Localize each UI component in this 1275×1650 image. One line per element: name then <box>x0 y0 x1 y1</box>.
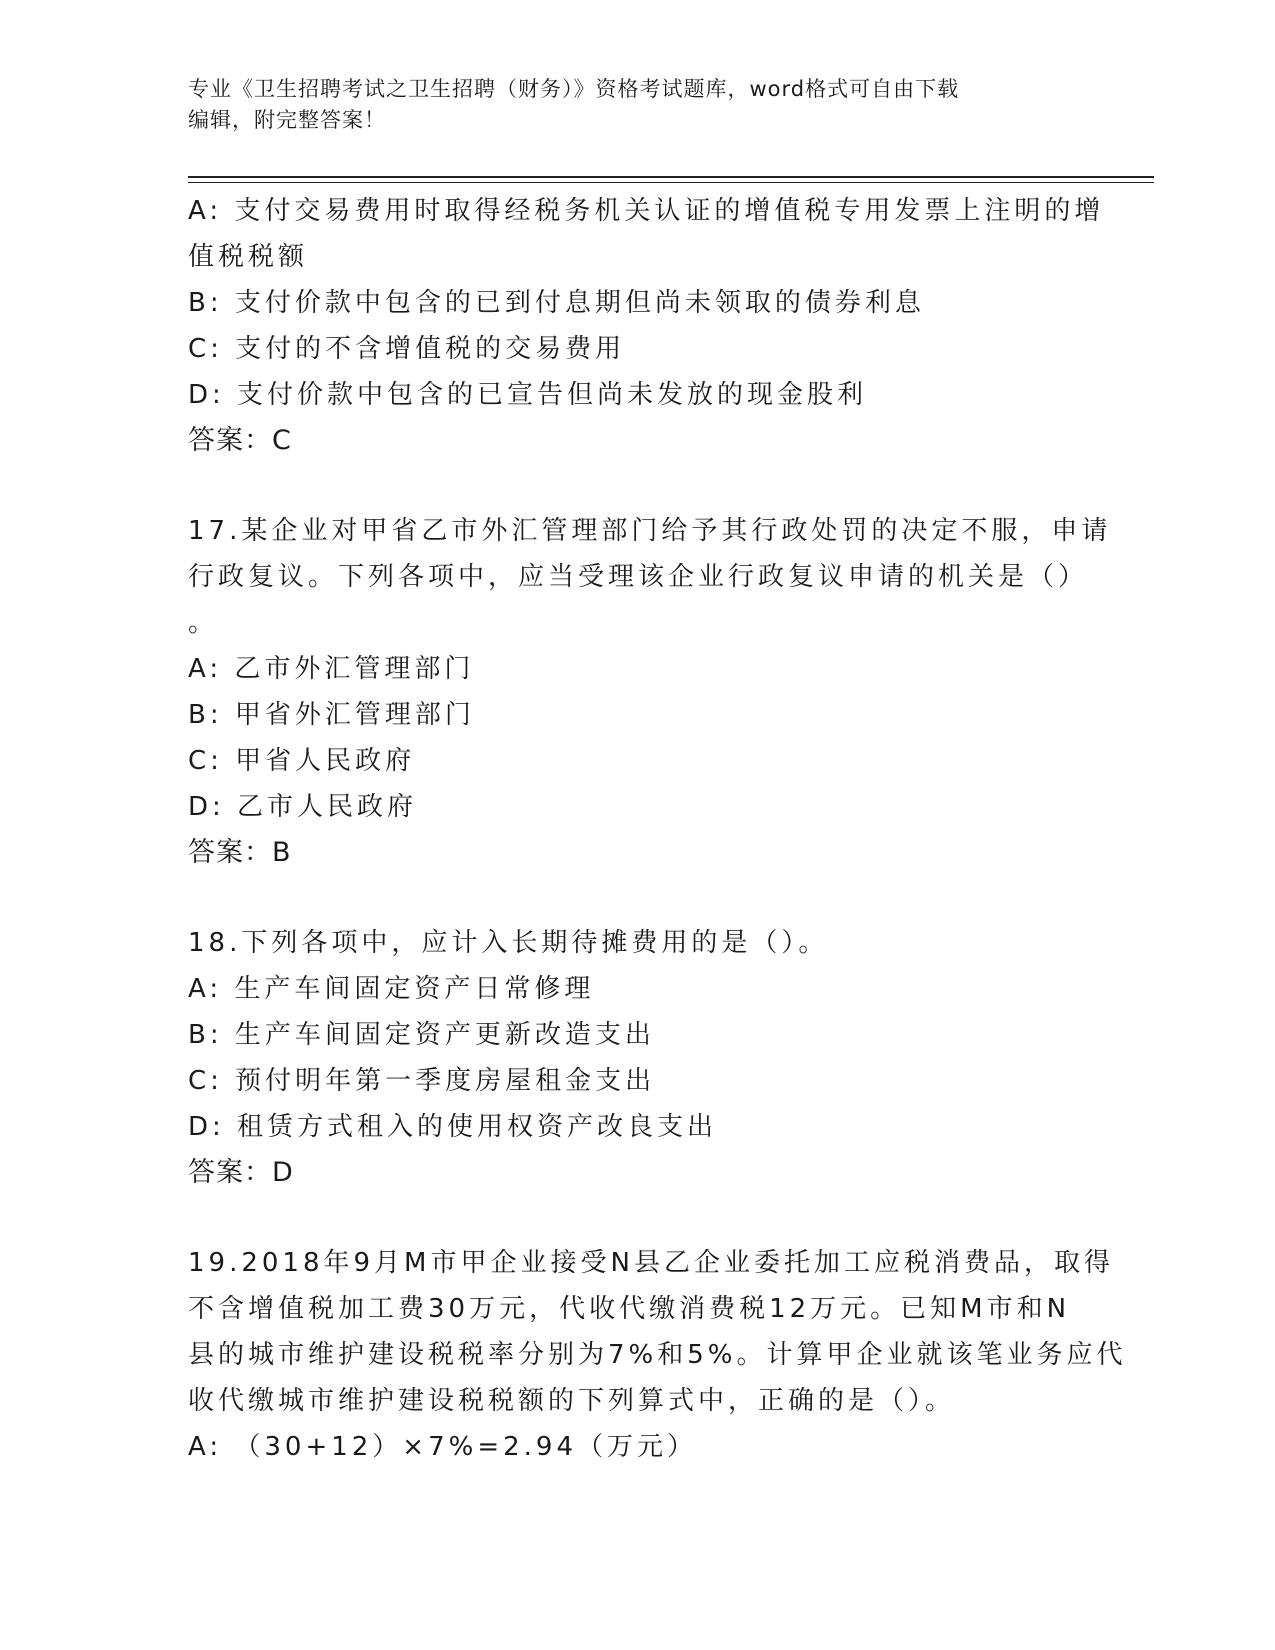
option-a: A: 乙市外汇管理部门 <box>188 654 475 684</box>
stem-line: 。 <box>188 608 219 638</box>
question-stem <box>188 508 1112 646</box>
option-d: D: 乙市人民政府 <box>188 792 418 822</box>
option-a-continued: 值税税额 <box>188 242 309 272</box>
option-d: D: 支付价款中包含的已宣告但尚未发放的现金股利 <box>188 380 868 410</box>
question-16 <box>188 188 1105 464</box>
stem-line: 收代缴城市维护建设税税额的下列算式中，正确的是（）。 <box>188 1386 956 1416</box>
header-divider-thin <box>188 182 1154 183</box>
stem-line: 行政复议。下列各项中，应当受理该企业行政复议申请的机关是（） <box>188 562 1089 592</box>
stem-line: 19.2018年9月M市甲企业接受N县乙企业委托加工应税消费品，取得 <box>188 1248 1114 1278</box>
stem-line: 17.某企业对甲省乙市外汇管理部门给予其行政处罚的决定不服，申请 <box>188 516 1112 546</box>
option-c: C: 预付明年第一季度房屋租金支出 <box>188 1066 656 1096</box>
header-line-2: 编辑，附完整答案！ <box>188 108 386 132</box>
answer: 答案：C <box>188 425 292 456</box>
option-d: D: 租赁方式租入的使用权资产改良支出 <box>188 1112 718 1142</box>
option-a: A: （30+12）×7%=2.94（万元） <box>188 1432 698 1462</box>
option-c: C: 甲省人民政府 <box>188 746 416 776</box>
answer: 答案：B <box>188 837 292 868</box>
stem-line: 县的城市维护建设税税率分别为7%和5%。计算甲企业就该笔业务应代 <box>188 1340 1127 1370</box>
stem-line: 不含增值税加工费30万元，代收代缴消费税12万元。已知M市和N <box>188 1294 1071 1324</box>
question-stem <box>188 1240 1127 1424</box>
header-divider-thick <box>188 176 1154 178</box>
option-a: A: 生产车间固定资产日常修理 <box>188 974 595 1004</box>
header-line-1: 专业《卫生招聘考试之卫生招聘（财务）》资格考试题库，word格式可自由下载 <box>188 77 960 101</box>
question-stem <box>188 920 1078 966</box>
option-c: C: 支付的不含增值税的交易费用 <box>188 334 626 364</box>
stem-line: 18.下列各项中，应计入长期待摊费用的是（）。 <box>188 928 829 958</box>
question-content <box>188 188 1127 1470</box>
option-a: A: 支付交易费用时取得经税务机关认证的增值税专用发票上注明的增 <box>188 196 1105 226</box>
spacer <box>188 1196 1078 1240</box>
option-b: B: 生产车间固定资产更新改造支出 <box>188 1020 655 1050</box>
question-19 <box>188 1240 1127 1470</box>
document-header <box>188 74 1078 136</box>
answer: 答案：D <box>188 1157 294 1188</box>
spacer <box>188 464 1078 508</box>
question-17 <box>188 508 1112 876</box>
spacer <box>188 876 1078 920</box>
question-18 <box>188 920 1078 1196</box>
option-b: B: 支付价款中包含的已到付息期但尚未领取的债券利息 <box>188 288 925 318</box>
option-b: B: 甲省外汇管理部门 <box>188 700 475 730</box>
